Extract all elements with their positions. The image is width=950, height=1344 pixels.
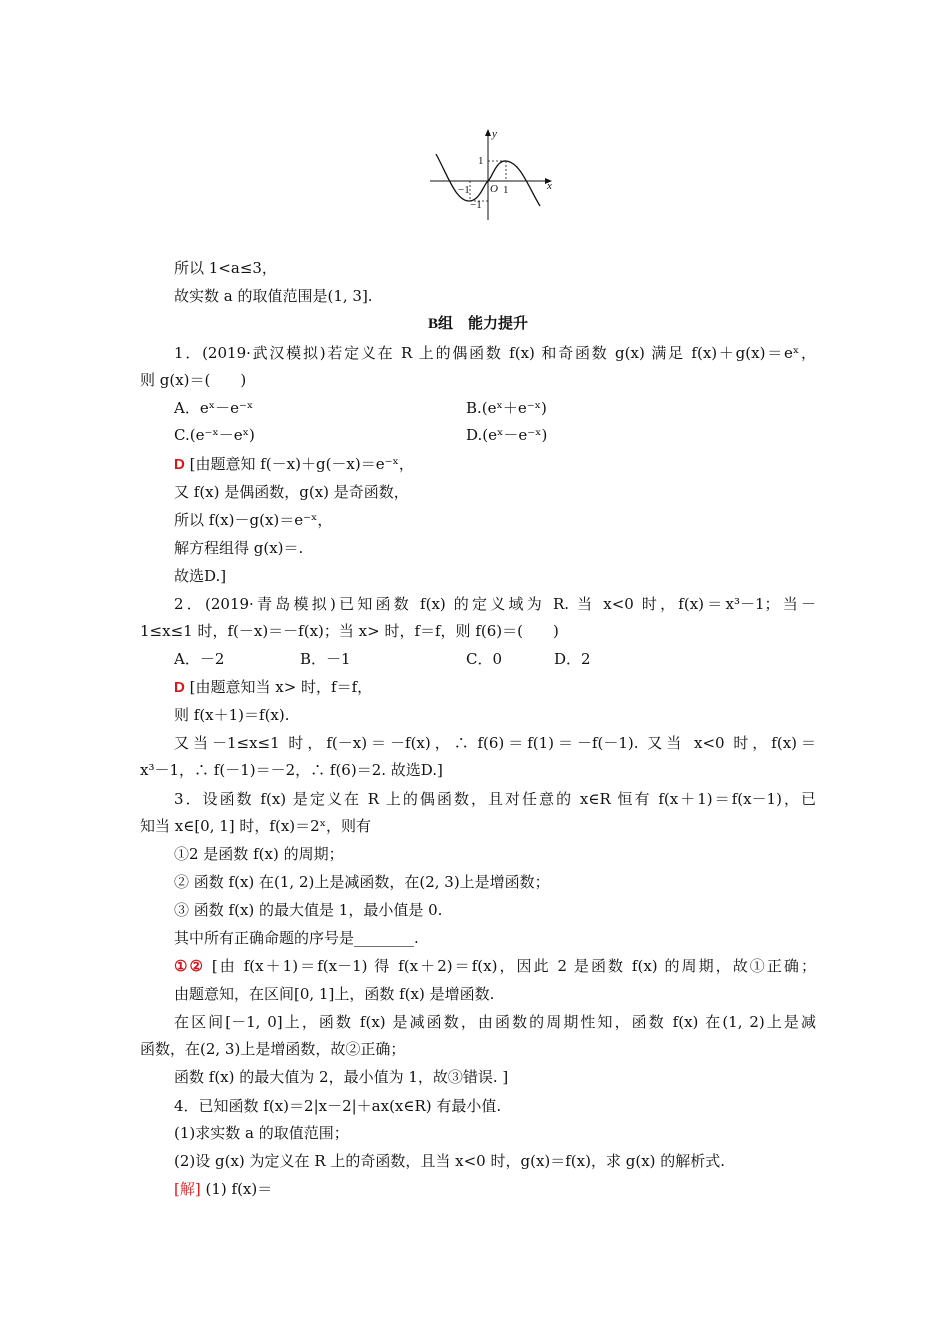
answer-3-line-3: 在区间[－1, 0]上，函数 f(x) 是减函数，由函数的周期性知，函数 f(x) 在(1, 2)上是减 (174, 1013, 816, 1031)
answer-3-line-1 (174, 956, 816, 977)
answer-text: [由题意知 f(－x)＋g(－x)＝e⁻ˣ， (189, 455, 414, 473)
answer-3-line-5: 函数 f(x) 的最大值为 2，最小值为 1，故③错误. ] (174, 1068, 509, 1086)
answer-label: ①② (174, 958, 206, 975)
answer-2-line-1 (174, 677, 816, 698)
answer-text: [由题意知当 x> 时，f＝f， (189, 678, 373, 696)
question-3-statement-2: ② 函数 f(x) 在(1, 2)上是减函数，在(2, 3)上是增函数； (174, 873, 550, 891)
question-2-stem: 2．(2019·青岛模拟)已知函数 f(x) 的定义域为 R. 当 x<0 时，f(x)＝x³－1；当－ (174, 595, 816, 613)
option-a: A．－2 (174, 650, 225, 668)
answer-1-line-1 (174, 454, 816, 475)
option-c: C.(e⁻ˣ－eˣ) (174, 426, 255, 444)
question-2-stem-cont: 1≤x≤1 时，f(－x)＝－f(x)；当 x> 时，f＝f，则 f(6)＝( ) (140, 622, 559, 640)
question-2-options (174, 649, 816, 669)
answer-1-line-2: 又 f(x) 是偶函数，g(x) 是奇函数， (174, 483, 409, 501)
section-heading: B组 能力提升 (427, 316, 528, 332)
question-3-statement-1: ①2 是函数 f(x) 的周期； (174, 845, 344, 863)
question-4-part-1: (1)求实数 a 的取值范围； (174, 1124, 349, 1142)
option-d: D．2 (554, 650, 591, 668)
answer-3-line-4: 函数，在(2, 3)上是增函数，故②正确； (140, 1040, 406, 1058)
answer-2-line-3: 又当－1≤x≤1 时，f(－x)＝－f(x)，∴ f(6)＝f(1)＝－f(－1). 又当 x<0 时，f(x)＝ (174, 734, 816, 752)
question-1-options-ab (174, 398, 816, 418)
tick-label-y-1: 1 (478, 155, 484, 167)
question-1-options-cd (174, 425, 816, 445)
answer-3-line-2: 由题意知，在区间[0, 1]上，函数 f(x) 是增函数. (174, 985, 495, 1003)
tick-label-y-neg1: −1 (470, 199, 482, 211)
function-graph (424, 124, 558, 222)
question-3-stem-cont: 知当 x∈[0, 1] 时，f(x)＝2ˣ，则有 (140, 817, 372, 835)
question-1-stem-cont: 则 g(x)＝( ) (140, 371, 247, 389)
option-c: C．0 (466, 650, 503, 668)
y-axis-label: y (492, 128, 497, 140)
question-3-prompt: 其中所有正确命题的序号是________. (174, 929, 419, 947)
answer-letter: D (174, 679, 185, 696)
answer-4-line-1 (174, 1179, 816, 1199)
text-line-2: 故实数 a 的取值范围是(1, 3]. (174, 287, 373, 305)
question-4-stem: 4．已知函数 f(x)＝2|x－2|＋ax(x∈R) 有最小值. (174, 1097, 502, 1115)
answer-2-line-2: 则 f(x＋1)＝f(x). (174, 706, 290, 724)
answer-2-line-4: x³－1，∴ f(－1)＝－2，∴ f(6)＝2. 故选D.] (140, 761, 443, 779)
answer-1-line-5: 故选D.] (174, 567, 227, 585)
x-axis-label: x (547, 180, 552, 192)
origin-label: O (490, 183, 498, 195)
option-d: D.(eˣ－e⁻ˣ) (466, 426, 548, 444)
question-1-stem: 1．(2019·武汉模拟)若定义在 R 上的偶函数 f(x) 和奇函数 g(x) 满足 f(x)＋g(x)＝eˣ， (174, 344, 816, 362)
tick-label-x-1: 1 (503, 184, 509, 196)
y-axis-arrow (485, 129, 491, 136)
answer-1-line-4: 解方程组得 g(x)＝. (174, 539, 304, 557)
solution-tag: [解] (174, 1180, 201, 1198)
question-3-statement-3: ③ 函数 f(x) 的最大值是 1，最小值是 0. (174, 901, 443, 919)
option-b: B.(eˣ＋e⁻ˣ) (466, 399, 547, 417)
answer-letter: D (174, 456, 185, 473)
option-a: A．eˣ－e⁻ˣ (174, 399, 254, 417)
answer-text: [由 f(x＋1)＝f(x－1) 得 f(x＋2)＝f(x)，因此 2 是函数 f(x) 的周期，故①正确； (211, 957, 816, 975)
tick-label-x-neg1: −1 (458, 184, 470, 196)
text-line-1: 所以 1<a≤3， (174, 259, 277, 277)
answer-1-line-3: 所以 f(x)－g(x)＝e⁻ˣ， (174, 511, 333, 529)
option-b: B．－1 (300, 650, 351, 668)
answer-text: (1) f(x)＝ (205, 1180, 273, 1198)
question-4-part-2: (2)设 g(x) 为定义在 R 上的奇函数，且当 x<0 时，g(x)＝f(x)，求 g(x) 的解析式. (174, 1152, 726, 1170)
question-3-stem: 3．设函数 f(x) 是定义在 R 上的偶函数，且对任意的 x∈R 恒有 f(x＋1)＝f(x－1)，已 (174, 790, 816, 808)
